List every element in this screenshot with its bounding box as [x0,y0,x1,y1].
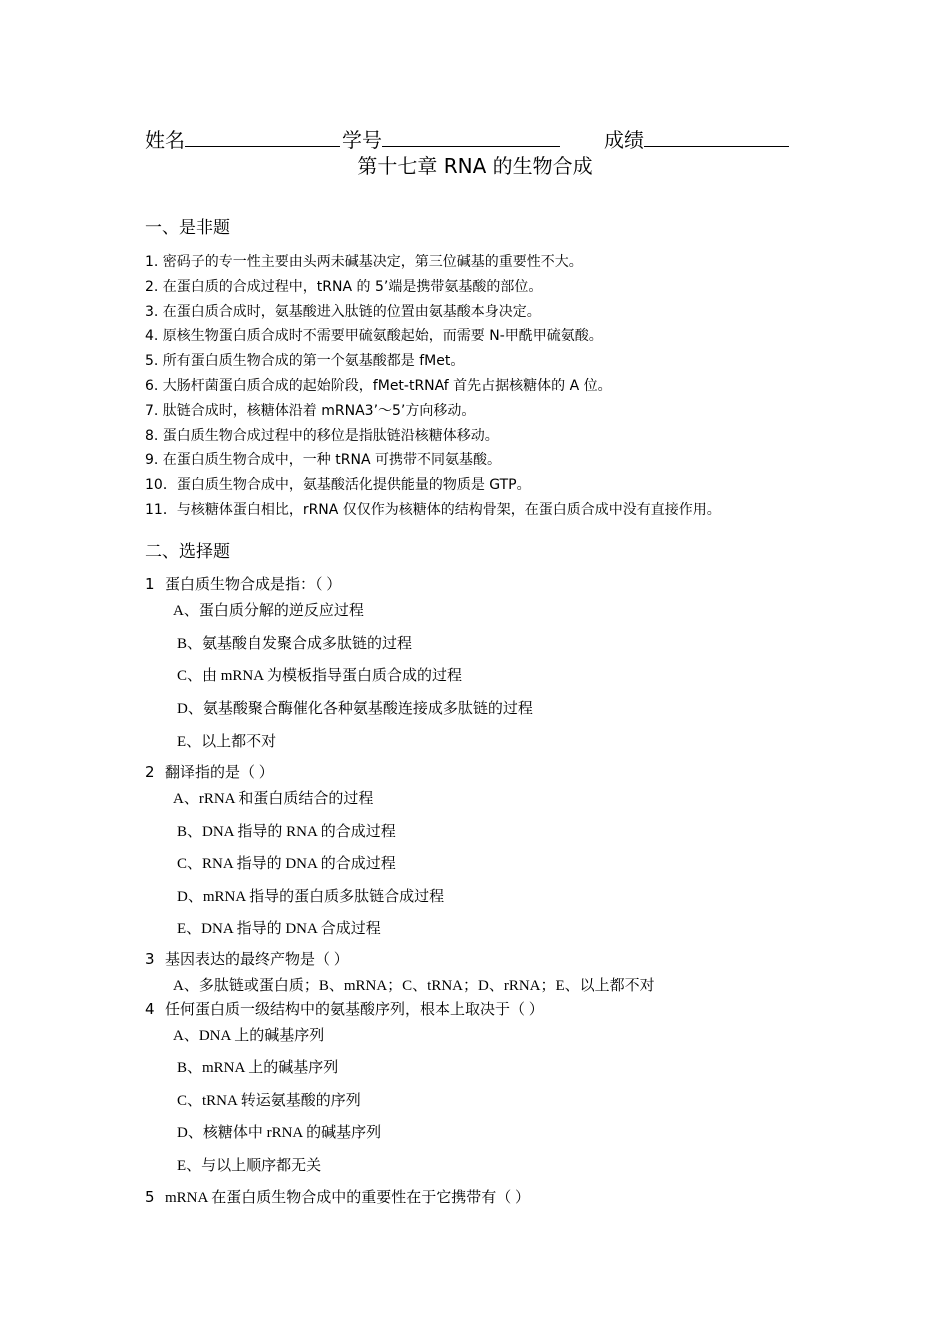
answer-option: A、rRNA 和蛋白质结合的过程 [173,791,374,807]
score-label: 成绩 [604,128,644,152]
question-text: 蛋白质生物合成是指：（ ） [165,577,342,593]
question-text: 翻译指的是（ ） [165,765,274,781]
answer-option: B、氨基酸自发聚合成多肽链的过程 [177,636,413,652]
answer-option: B、DNA 指导的 RNA 的合成过程 [177,824,396,840]
name-label: 姓名 [145,128,185,152]
question-number: 3 [145,950,155,968]
true-false-item: 8. 蛋白质生物合成过程中的移位是指肽链沿核糖体移动。 [145,427,499,444]
true-false-item: 11．与核糖体蛋白相比，rRNA 仅仅作为核糖体的结构骨架，在蛋白质合成中没有直接作用。 [145,501,721,518]
question-text: 任何蛋白质一级结构中的氨基酸序列，根本上取决于（ ） [165,1002,544,1018]
question-number: 2 [145,763,155,781]
question-number: 1 [145,575,155,593]
true-false-item: 1. 密码子的专一性主要由头两未碱基决定，第三位碱基的重要性不大。 [145,254,583,270]
question-stem [145,573,341,594]
student-id-label: 学号 [342,128,382,152]
true-false-item: 2. 在蛋白质的合成过程中，tRNA 的 5’端是携带氨基酸的部位。 [145,278,543,295]
answer-option: E、以上都不对 [177,734,277,750]
student-id-blank [382,128,560,147]
answer-option: D、氨基酸聚合酶催化各种氨基酸连接成多肽链的过程 [177,701,533,717]
true-false-item: 6. 大肠杆菌蛋白质合成的起始阶段，fMet-tRNAf 首先占据核糖体的 A 位。 [145,377,612,394]
question-stem [145,998,544,1019]
true-false-item: 7. 肽链合成时，核糖体沿着 mRNA3’～5’方向移动。 [145,402,476,419]
question-stem [145,948,349,969]
question-number: 5 [145,1188,155,1206]
true-false-item: 4. 原核生物蛋白质合成时不需要甲硫氨酸起始，而需要 N-甲酰甲硫氨酸。 [145,328,603,345]
multiple-choice-heading: 二、选择题 [145,542,230,562]
question-stem [145,761,274,782]
answer-option: D、核糖体中 rRNA 的碱基序列 [177,1125,382,1141]
name-blank [185,128,340,147]
true-false-heading: 一、是非题 [145,218,230,238]
answer-option: E、DNA 指导的 DNA 合成过程 [177,921,381,937]
true-false-item: 5. 所有蛋白质生物合成的第一个氨基酸都是 fMet。 [145,353,465,370]
answer-option: A、多肽链或蛋白质；B、mRNA；C、tRNA；D、rRNA；E、以上都不对 [173,978,655,994]
answer-option: C、tRNA 转运氨基酸的序列 [177,1093,361,1109]
answer-option: B、mRNA 上的碱基序列 [177,1060,339,1076]
true-false-list [145,250,721,523]
true-false-item: 3. 在蛋白质合成时，氨基酸进入肽链的位置由氨基酸本身决定。 [145,303,541,320]
answer-option: A、蛋白质分解的逆反应过程 [173,603,364,619]
answer-option: A、DNA 上的碱基序列 [173,1028,325,1044]
answer-option: E、与以上顺序都无关 [177,1158,322,1174]
question-stem [145,1186,530,1207]
score-blank [644,128,789,147]
question-text: 基因表达的最终产物是（ ） [165,952,349,968]
answer-option: D、mRNA 指导的蛋白质多肽链合成过程 [177,889,445,905]
question-number: 4 [145,1000,155,1018]
chapter-title: 第十七章 RNA 的生物合成 [357,154,593,178]
answer-option: C、由 mRNA 为模板指导蛋白质合成的过程 [177,668,463,684]
true-false-item: 10．蛋白质生物合成中，氨基酸活化提供能量的物质是 GTP。 [145,477,531,494]
student-info-line [145,124,791,153]
true-false-item: 9. 在蛋白质生物合成中，一种 tRNA 可携带不同氨基酸。 [145,452,501,469]
question-text: mRNA 在蛋白质生物合成中的重要性在于它携带有（ ） [165,1190,531,1206]
answer-option: C、RNA 指导的 DNA 的合成过程 [177,856,396,872]
